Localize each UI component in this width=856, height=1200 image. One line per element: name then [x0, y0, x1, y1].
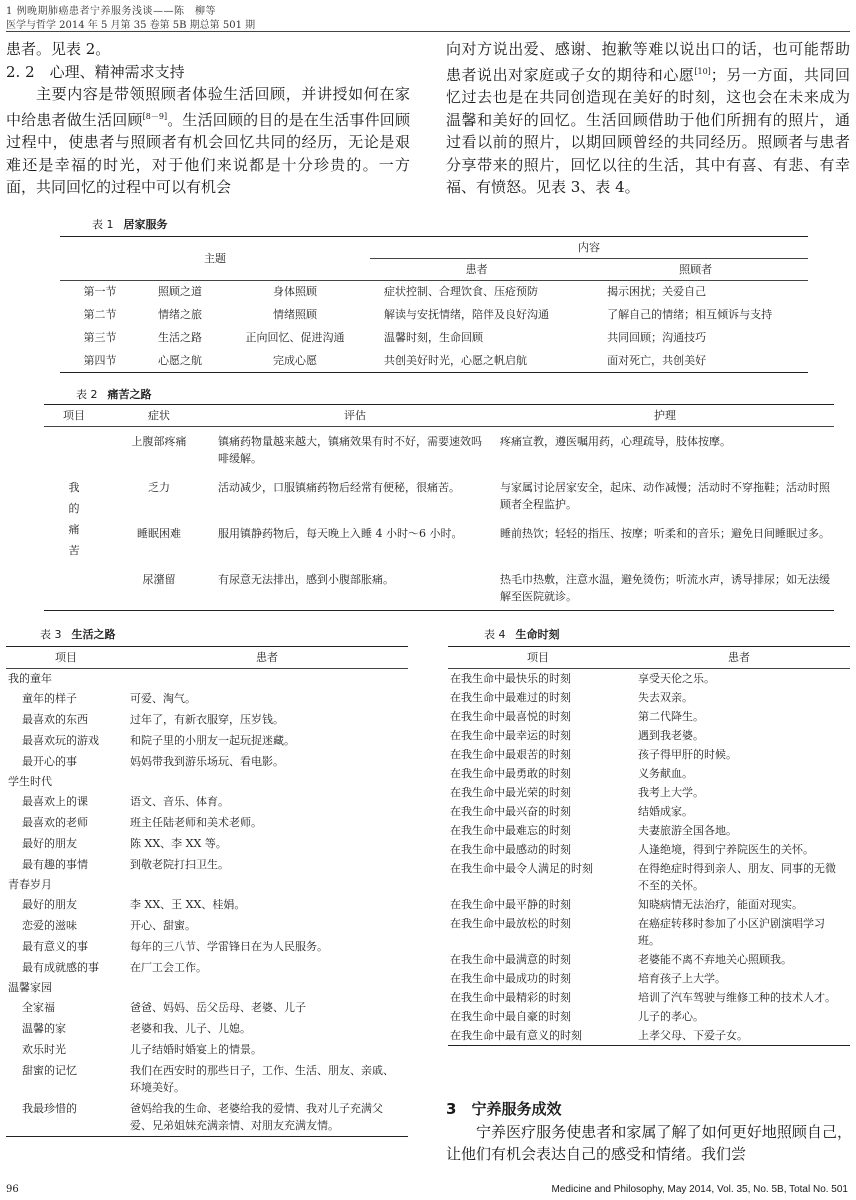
table-row [44, 565, 834, 611]
item-char: 苦 [68, 543, 80, 557]
table-row [44, 427, 834, 473]
section-number: 2. 2 [6, 62, 35, 81]
section-heading-2-2 [6, 61, 410, 84]
table-cell: 最有意义的事 [22, 940, 88, 953]
table-cell: 镇痛药物量越来越大，镇痛效果有时不好，需要速效吗啡缓解。 [218, 435, 482, 465]
table-cell: 我最珍惜的 [22, 1102, 77, 1115]
table3-header-patient: 患者 [256, 651, 278, 664]
table-row [6, 1060, 408, 1098]
table3-caption [40, 626, 116, 642]
table-cell: 正向回忆、促进沟通 [245, 330, 345, 344]
table-cell: 在我生命中最精彩的时刻 [450, 991, 571, 1004]
table-row [448, 821, 850, 840]
table-row [448, 950, 850, 969]
paragraph [446, 38, 850, 199]
table-group-row [6, 875, 408, 894]
table2-header-care: 护理 [654, 409, 676, 422]
table-cell: 解读与安抚情绪，陪伴及良好沟通 [384, 307, 549, 321]
table-row [448, 783, 850, 802]
left-column [6, 38, 410, 199]
table-cell: 在我生命中最难忘的时刻 [450, 824, 571, 837]
item-char: 我 [68, 480, 80, 494]
table-cell: 在得绝症时得到亲人、朋友、同事的无微不至的关怀。 [638, 862, 836, 892]
table-row [448, 969, 850, 988]
table2-caption [76, 386, 152, 402]
table-cell: 在我生命中最有意义的时刻 [450, 1029, 582, 1042]
table-cell: 孩子得甲肝的时候。 [638, 748, 737, 761]
table-row [448, 1026, 850, 1046]
table-row [448, 859, 850, 895]
table-cell: 陈 XX、李 XX 等。 [130, 837, 227, 850]
table-number: 表 4 [484, 628, 506, 641]
citation-ref: [8－9] [142, 111, 168, 121]
table-cell: 服用镇静药物后，每天晚上入睡 4 小时～6 小时。 [218, 526, 463, 540]
table-cell: 最喜欢的东西 [22, 713, 88, 726]
table-cell: 我考上大学。 [638, 786, 704, 799]
table-row [60, 281, 808, 304]
table-title: 生命时刻 [515, 628, 560, 641]
table-group-row [6, 772, 408, 791]
table-row [60, 327, 808, 350]
table3-header-item: 项目 [55, 651, 77, 664]
table-group-row [6, 669, 408, 689]
paragraph: 宁养医疗服务使患者和家属了解了如何更好地照顾自己，让他们有机会表达自己的感受和情绪。我们尝 [446, 1122, 852, 1163]
table-cell: 在我生命中最艰苦的时刻 [450, 748, 571, 761]
running-title: 1 例晚期肺癌患者宁养服务浅谈——陈 柳等 [6, 6, 217, 17]
table-row [6, 1098, 408, 1137]
table-cell: 揭示困扰；关爱自己 [607, 285, 707, 298]
table-cell: 可爱、淘气。 [130, 692, 196, 705]
table-cell: 我们在西安时的那些日子，工作、生活、朋友、亲戚、环境美好。 [130, 1064, 394, 1094]
table-cell: 和院子里的小朋友一起玩捉迷藏。 [130, 734, 295, 747]
table1 [60, 236, 808, 373]
table-cell: 情绪之旅 [158, 307, 202, 321]
table2 [44, 404, 834, 611]
table-cell: 疼痛宣教，遵医嘱用药，心理疏导，肢体按摩。 [500, 435, 731, 448]
table2-header-assess: 评估 [344, 409, 366, 422]
table-cell: 情绪照顾 [273, 307, 317, 321]
table-cell: 爸妈给我的生命、老婆给我的爱情、我对儿子充满父爱、兄弟姐妹充满亲情、对朋友充满友情。 [130, 1102, 383, 1132]
section-number: 3 [446, 1100, 457, 1118]
table1-header-carer: 照顾者 [679, 263, 713, 276]
table-row [448, 802, 850, 821]
table-row [6, 1018, 408, 1039]
table1-header-patient: 患者 [465, 263, 488, 276]
table1-header-content: 内容 [370, 237, 808, 259]
table-cell: 老婆和我、儿子、儿媳。 [130, 1022, 251, 1035]
table-row [60, 304, 808, 327]
table-cell: 第三节 [83, 330, 117, 344]
table-row [6, 709, 408, 730]
table-row [6, 957, 408, 978]
table-cell: 最喜欢玩的游戏 [22, 734, 99, 747]
table-cell: 欢乐时光 [22, 1043, 66, 1056]
table-row [448, 726, 850, 745]
table-cell: 童年的样子 [22, 692, 77, 705]
table-title: 居家服务 [123, 218, 168, 231]
table-cell: 有尿意无法排出，感到小腹部胀痛。 [218, 572, 394, 586]
table-cell: 在我生命中最平静的时刻 [450, 898, 571, 911]
table-cell: 共同回顾；沟通技巧 [607, 330, 707, 344]
table-row [6, 833, 408, 854]
table4-caption [484, 626, 560, 642]
table-cell: 热毛巾热敷，注意水温，避免烫伤；听流水声，诱导排尿；如无法缓解至医院就诊。 [500, 572, 830, 603]
table-cell: 第四节 [83, 353, 117, 367]
table-cell: 在我生命中最喜悦的时刻 [450, 710, 571, 723]
table-cell: 李 XX、王 XX、桂娟。 [130, 898, 246, 911]
table-cell: 在厂工会工作。 [130, 961, 207, 974]
table-row [448, 914, 850, 950]
table-cell: 失去双亲。 [638, 691, 693, 704]
table-title: 痛苦之路 [107, 388, 152, 401]
table-row [6, 812, 408, 833]
table-cell: 培训了汽车驾驶与维修工种的技术人才。 [638, 991, 836, 1004]
table-cell: 在我生命中最快乐的时刻 [450, 672, 571, 685]
table-row [448, 1007, 850, 1026]
table-cell: 儿子的孝心。 [638, 1010, 704, 1023]
table4 [448, 646, 850, 1046]
table-row [448, 895, 850, 914]
table-number: 表 2 [76, 388, 98, 401]
header-rule [6, 31, 850, 32]
table-cell: 身体照顾 [273, 285, 317, 298]
table-cell: 生活之路 [158, 330, 202, 344]
table4-header-item: 项目 [527, 651, 549, 664]
table-group-label: 学生时代 [8, 775, 52, 788]
table-group-label: 我的童年 [8, 672, 52, 685]
table2-header-item: 项目 [63, 409, 85, 422]
table3 [6, 646, 408, 1137]
table-cell: 在我生命中最满意的时刻 [450, 953, 571, 966]
table-cell: 开心、甜蜜。 [130, 919, 196, 932]
table-cell: 第二代降生。 [638, 710, 704, 723]
table-cell: 在我生命中最自豪的时刻 [450, 1010, 571, 1023]
paragraph-text: 主要内容是带领照顾者体验生活回顾，并讲授如何在家中给患者做生活回顾 [6, 85, 410, 129]
table-cell: 尿潴留 [142, 572, 176, 586]
table-cell: 到敬老院打扫卫生。 [130, 858, 229, 871]
table-row [60, 350, 808, 373]
table-row [448, 764, 850, 783]
table-cell: 温馨的家 [22, 1022, 66, 1035]
table-cell: 睡眠困难 [137, 526, 181, 540]
item-char: 痛 [68, 522, 80, 536]
table-row [6, 688, 408, 709]
table-cell: 在我生命中最勇敢的时刻 [450, 767, 571, 780]
right-column [446, 38, 850, 199]
table2-header-symptom: 症状 [148, 409, 170, 422]
table-row [448, 688, 850, 707]
table-cell: 人逢绝境，得到宁养院医生的关怀。 [638, 843, 814, 856]
table-row [44, 519, 834, 565]
paragraph [6, 83, 410, 199]
table-number: 表 3 [40, 628, 62, 641]
table-cell: 甜蜜的记忆 [22, 1064, 77, 1077]
table-cell: 遇到我老婆。 [638, 729, 704, 742]
table-cell: 症状控制、合理饮食、压疮预防 [384, 285, 538, 298]
table-cell: 了解自己的情绪；相互倾诉与支持 [607, 307, 773, 321]
table-row [6, 730, 408, 751]
table-cell: 在我生命中最放松的时刻 [450, 917, 571, 930]
table-cell: 最有趣的事情 [22, 858, 88, 871]
table-cell: 最好的朋友 [22, 837, 77, 850]
table-cell: 每年的三八节、学雷锋日在为人民服务。 [130, 940, 328, 953]
table-cell: 在我生命中最成功的时刻 [450, 972, 571, 985]
section-heading-3 [446, 1098, 852, 1121]
table-cell: 儿子结婚时婚宴上的情景。 [130, 1043, 262, 1056]
table-row [448, 840, 850, 859]
table-cell: 享受天伦之乐。 [638, 672, 715, 685]
table-cell: 知晓病情无法治疗，能面对现实。 [638, 898, 803, 911]
table-cell: 在我生命中最光荣的时刻 [450, 786, 571, 799]
table-cell: 睡前热饮；轻轻的指压、按摩；听柔和的音乐；避免日间睡眠过多。 [500, 526, 830, 540]
table-row [448, 988, 850, 1007]
paragraph: 患者。见表 2。 [6, 40, 111, 58]
table-cell: 在我生命中最感动的时刻 [450, 843, 571, 856]
table-cell: 在我生命中最幸运的时刻 [450, 729, 571, 742]
table-cell: 在我生命中最难过的时刻 [450, 691, 571, 704]
table-cell: 最好的朋友 [22, 898, 77, 911]
table-cell: 面对死亡，共创美好 [607, 353, 707, 367]
table4-header-patient: 患者 [728, 651, 750, 664]
table-cell: 最喜欢的老师 [22, 816, 88, 829]
table-cell: 活动减少，口服镇痛药物后经常有便秘，很痛苦。 [218, 480, 460, 494]
table-cell: 语文、音乐、体育。 [130, 795, 229, 808]
item-char: 的 [68, 501, 80, 515]
table-cell: 最喜欢上的课 [22, 795, 88, 808]
table-row [6, 936, 408, 957]
table-cell: 第一节 [83, 285, 117, 298]
paragraph-text: 向对方说出爱、感谢、抱歉等难以说出口的话，也可能帮助患者说出对家庭或子女的期待和心愿 [446, 40, 850, 84]
table-cell: 温馨时刻，生命回顾 [384, 330, 483, 344]
table-title: 生活之路 [71, 628, 116, 641]
table-cell: 在我生命中最令人满足的时刻 [450, 862, 593, 875]
table-cell: 恋爱的滋味 [22, 919, 77, 932]
table2-item-cell [44, 427, 104, 611]
table-row [448, 669, 850, 689]
table-cell: 最有成就感的事 [22, 961, 99, 974]
table-row [6, 997, 408, 1018]
table-row [6, 1039, 408, 1060]
table-number: 表 1 [92, 218, 114, 231]
table-cell: 义务献血。 [638, 767, 693, 780]
table-row [6, 915, 408, 936]
table-row [44, 473, 834, 519]
table-cell: 老婆能不离不弃地关心照顾我。 [638, 953, 792, 966]
table-cell: 与家属讨论居家安全，起床、动作减慢；活动时不穿拖鞋；活动时照顾者全程监护。 [500, 480, 830, 511]
table-cell: 爸爸、妈妈、岳父岳母、老婆、儿子 [130, 1001, 306, 1014]
table-cell: 上孝父母、下爱子女。 [638, 1029, 748, 1042]
table-row [6, 894, 408, 915]
table-cell: 共创美好时光，心愿之帆启航 [384, 353, 527, 367]
table-group-label: 青春岁月 [8, 878, 52, 891]
table-row [6, 791, 408, 812]
table1-caption [92, 216, 168, 232]
section-3 [446, 1098, 852, 1166]
table-cell: 完成心愿 [273, 353, 317, 367]
table-cell: 在癌症转移时参加了小区沪剧演唱学习班。 [638, 917, 825, 947]
table-cell: 第二节 [83, 307, 117, 321]
section-title: 宁养服务成效 [471, 1100, 562, 1118]
table-cell: 夫妻旅游全国各地。 [638, 824, 737, 837]
table-cell: 培育孩子上大学。 [638, 972, 726, 985]
table1-header-theme: 主题 [60, 237, 370, 281]
table-cell: 上腹部疼痛 [131, 435, 187, 448]
table-row [448, 745, 850, 764]
table-row [6, 751, 408, 772]
table-cell: 乏力 [148, 480, 170, 494]
journal-citation: 医学与哲学 2014 年 5 月第 35 卷第 5B 期总第 501 期 [6, 20, 256, 31]
table-cell: 照顾之道 [158, 285, 202, 298]
page-number: 96 [6, 1184, 19, 1195]
table-row [448, 707, 850, 726]
table-cell: 结婚成家。 [638, 805, 693, 818]
table-row [6, 854, 408, 875]
table-cell: 心愿之航 [158, 353, 202, 367]
table-cell: 最开心的事 [22, 755, 77, 768]
section-title: 心理、精神需求支持 [49, 62, 185, 81]
table-group-row [6, 978, 408, 997]
table-cell: 在我生命中最兴奋的时刻 [450, 805, 571, 818]
paragraph-text: 。生活回顾的目的是在生活事件回顾过程中，使患者与照顾者有机会回忆共同的经历，无论是艰难还是幸福的时光，对于他们来说都是十分珍贵的。一方面，共同回忆的过程中可以有机会 [6, 110, 410, 196]
table-cell: 全家福 [22, 1001, 55, 1014]
table-group-label: 温馨家园 [8, 981, 52, 994]
table-cell: 过年了，有新衣服穿，压岁钱。 [130, 713, 284, 726]
table-cell: 妈妈带我到游乐场玩、看电影。 [130, 755, 284, 768]
citation-ref: [10] [694, 66, 711, 76]
journal-footer: Medicine and Philosophy, May 2014, Vol. 35, No. 5B, Total No. 501 [551, 1184, 848, 1195]
table-cell: 班主任陆老师和美术老师。 [130, 816, 262, 829]
paragraph-text: ；另一方面，共同回忆过去也是在共同创造现在美好的时刻，这也会在未来成为温馨和美好的回忆。生活回顾借助于他们所拥有的照片，通过看以前的照片，以期回顾曾经的共同经历。照顾者与患者分享带来的照片，回忆以往的生活，其中有喜、有悲、有幸福、有愤怒。见表 3、表 4。 [446, 65, 850, 196]
